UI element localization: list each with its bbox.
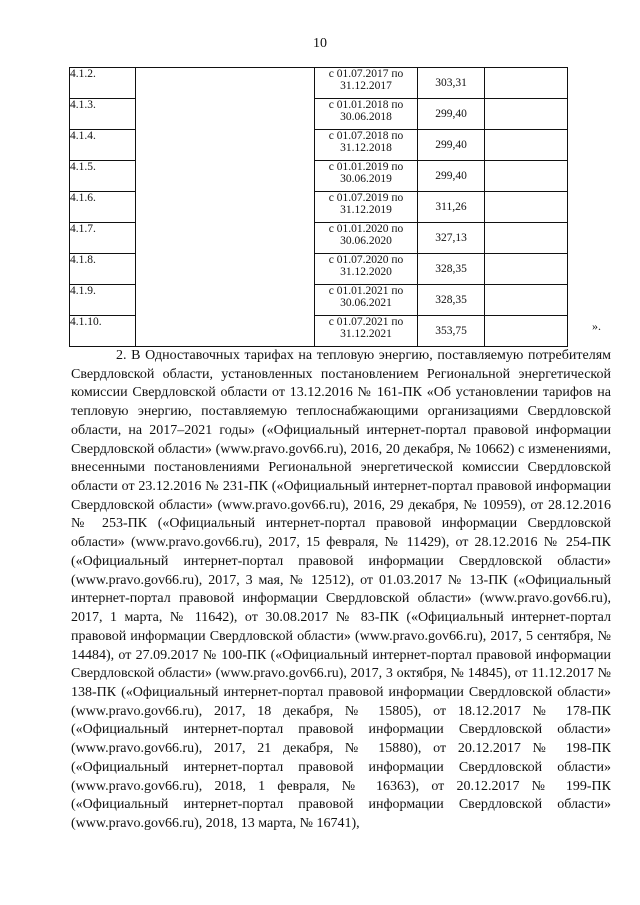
row-number-cell: 4.1.8. <box>70 254 136 285</box>
body-paragraph: 2. В Одноставочных тарифах на тепловую энергию, поставляемую потребителям Свердловской области, установленных постановлением Региональной энергетической комиссии Свердловской области от 13.12.2016 № 161-ПК «Об установлении тарифов на тепловую энергию, поставляемую теплоснабжающими организациями Свердловской области, на 2017–2021 годы» («Официальный интернет-портал правовой информации Свердловской области» (www.pravo.gov66.ru), 2016, 20 декабря, № 10662) с изменениями, внесенными постановлениями Региональной энергетической комиссии Свердловской области от 23.12.2016 № 231-ПК («Официальный интернет-портал правовой информации Свердловской области» (www.pravo.gov66.ru), 2016, 29 декабря, № 10959), от 28.12.2016 № 253-ПК («Официальный интернет-портал правовой информации Свердловской области» (www.pravo.gov66.ru), 2017, 15 февраля, № 11429), от 28.12.2016 № 254-ПК («Официальный интернет-портал правовой информации Свердловской области» (www.pravo.gov66.ru), 2017, 3 мая, № 12512), от 01.03.2017 № 13-ПК («Официальный интернет-портал правовой информации Свердловской области» (www.pravo.gov66.ru), 2017, 1 марта, № 11642), от 30.08.2017 № 83-ПК («Официальный интернет-портал правовой информации Свердловской области» (www.pravo.gov66.ru), 2017, 5 сентября, № 14484), от 27.09.2017 № 100-ПК («Официальный интернет-портал правовой информации Свердловской области» (www.pravo.gov66.ru), 2017, 3 октября, № 14845), от 11.12.2017 № 138-ПК («Официальный интернет-портал правовой информации Свердловской области» (www.pravo.gov66.ru), 2017, 18 декабря, № 15805), от 18.12.2017 № 178-ПК («Официальный интернет-портал правовой информации Свердловской области» (www.pravo.gov66.ru), 2017, 21 декабря, № 15880), от 20.12.2017 № 198-ПК («Официальный интернет-портал правовой информации Свердловской области» (www.pravo.gov66.ru), 2018, 1 февраля, № 16363), от 20.12.2017 № 199-ПК («Официальный интернет-портал правовой информации Свердловской области» (www.pravo.gov66.ru), 2018, 13 марта, № 16741), <box>71 348 611 831</box>
table-row <box>70 68 568 99</box>
row-number-cell: 4.1.5. <box>70 161 136 192</box>
empty-cell <box>485 223 568 254</box>
empty-cell <box>485 285 568 316</box>
empty-cell <box>485 161 568 192</box>
row-number-cell: 4.1.7. <box>70 223 136 254</box>
empty-cell <box>485 68 568 99</box>
empty-cell <box>485 99 568 130</box>
period-cell: с 01.01.2021 по 30.06.2021 <box>315 285 418 316</box>
empty-cell <box>485 254 568 285</box>
tariff-value-cell: 327,13 <box>418 223 485 254</box>
tariff-table <box>69 67 568 347</box>
row-number-cell: 4.1.9. <box>70 285 136 316</box>
tariff-value-cell: 299,40 <box>418 161 485 192</box>
row-number-cell: 4.1.10. <box>70 316 136 347</box>
period-cell: с 01.07.2019 по 31.12.2019 <box>315 192 418 223</box>
empty-cell <box>485 130 568 161</box>
tariff-value-cell: 303,31 <box>418 68 485 99</box>
row-number-cell: 4.1.3. <box>70 99 136 130</box>
row-number-cell: 4.1.2. <box>70 68 136 99</box>
period-cell: с 01.07.2020 по 31.12.2020 <box>315 254 418 285</box>
tariff-value-cell: 328,35 <box>418 254 485 285</box>
merged-blank-cell <box>136 68 315 347</box>
tariff-value-cell: 328,35 <box>418 285 485 316</box>
period-cell: с 01.07.2018 по 31.12.2018 <box>315 130 418 161</box>
tariff-value-cell: 353,75 <box>418 316 485 347</box>
period-cell: с 01.01.2020 по 30.06.2020 <box>315 223 418 254</box>
row-number-cell: 4.1.6. <box>70 192 136 223</box>
row-number-cell: 4.1.4. <box>70 130 136 161</box>
tariff-value-cell: 299,40 <box>418 130 485 161</box>
period-cell: с 01.01.2018 по 30.06.2018 <box>315 99 418 130</box>
page-number: 10 <box>313 36 327 51</box>
period-cell: с 01.01.2019 по 30.06.2019 <box>315 161 418 192</box>
empty-cell <box>485 316 568 347</box>
period-cell: с 01.07.2021 по 31.12.2021 <box>315 316 418 347</box>
empty-cell <box>485 192 568 223</box>
closing-quote: ». <box>592 319 601 333</box>
tariff-value-cell: 311,26 <box>418 192 485 223</box>
tariff-value-cell: 299,40 <box>418 99 485 130</box>
period-cell: с 01.07.2017 по 31.12.2017 <box>315 68 418 99</box>
